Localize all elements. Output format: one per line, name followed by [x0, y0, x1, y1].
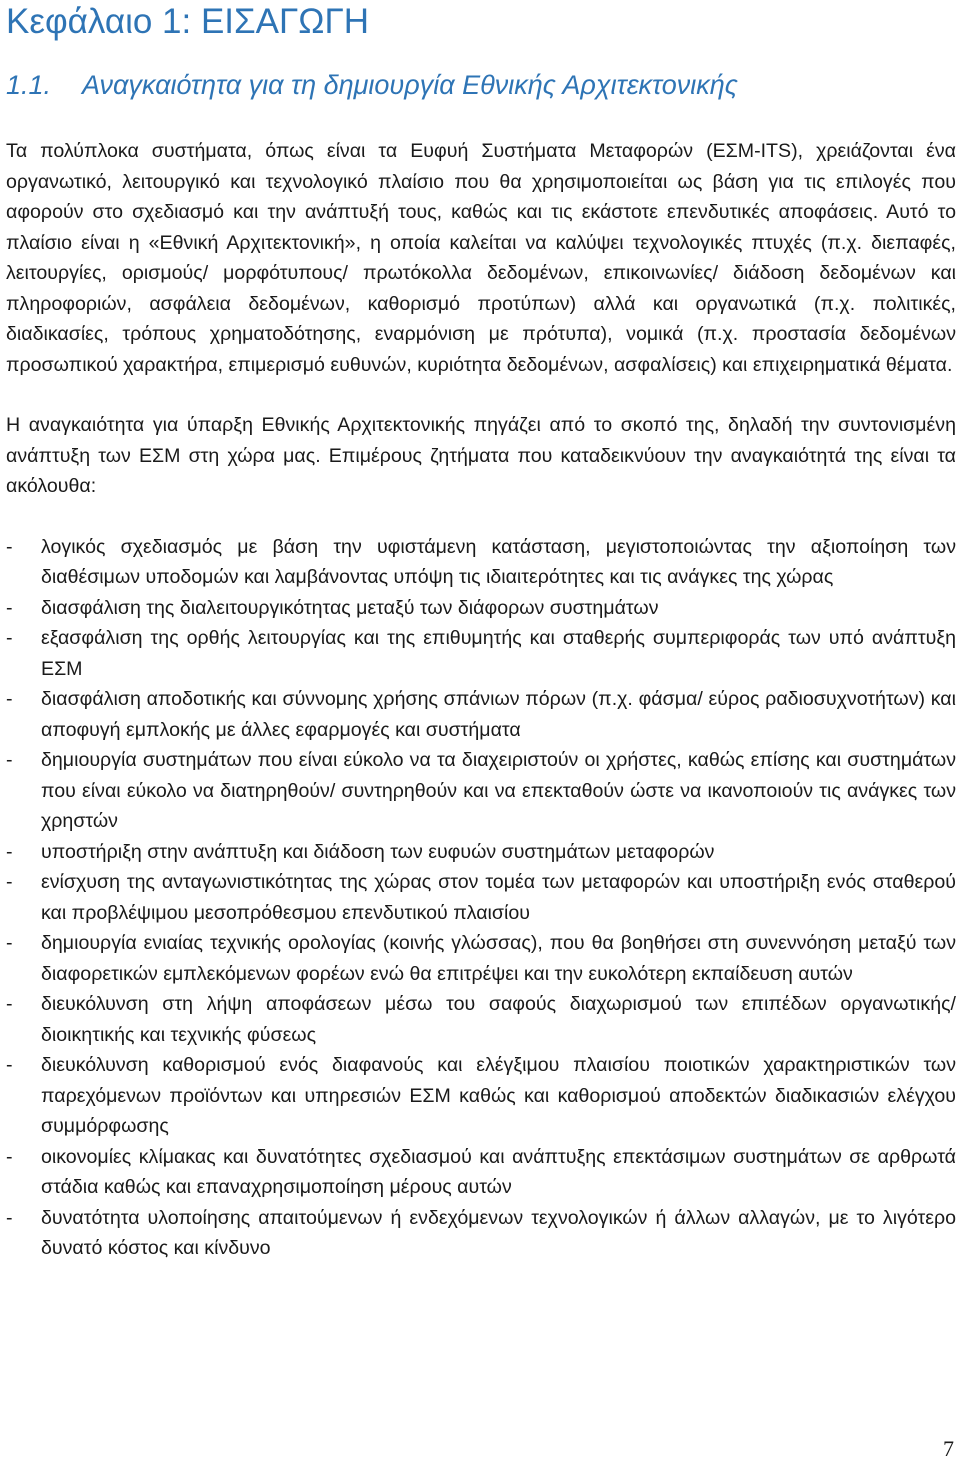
- bullet-marker: -: [6, 932, 13, 954]
- bullet-marker: -: [6, 1054, 13, 1076]
- intro-paragraph: Τα πολύπλοκα συστήματα, όπως είναι τα Ευφυή Συστήματα Μεταφορών (ΕΣΜ-ITS), χρειάζονται ένα οργανωτικό, λειτουργικό και τεχνολογικό πλαίσιο που θα χρησιμοποιείται ως βάση για τις επιλογές που αφορούν στο σχεδιασμό και την ανάπτυξή τους, καθώς και τις εκάστοτε επενδυτικές αποφάσεις. Αυτό το πλαίσιο είναι η «Εθνική Αρχιτεκτονική», η οποία καλείται να καλύψει τεχνολογικές πτυχές (π.χ. διεπαφές, λειτουργίες, ορισμούς/ μορφότυπους/ πρωτόκολλα δεδομένων, επικοινωνίες/ διάδοση δεδομένων και πληροφοριών, ασφάλεια δεδομένων, καθορισμό προτύπων) αλλά και οργανωτικά (π.χ. πολιτικές, διαδικασίες, τρόπους χρηματοδότησης, εναρμόνιση με πρότυπα), νομικά (π.χ. προστασία δεδομένων προσωπικού χαρακτήρα, επιμερισμό ευθυνών, κυριότητα δεδομένων, ασφαλίσεις) και επιχειρηματικά θέματα.: [6, 140, 956, 376]
- list-item-text: ενίσχυση της ανταγωνιστικότητας της χώρας στον τομέα των μεταφορών και υποστήριξη ενός σταθερού και προβλέψιμου μεσοπρόθεσμου επενδυτικού πλαισίου: [41, 871, 956, 924]
- list-item-text: οικονομίες κλίμακας και δυνατότητες σχεδιασμού και ανάπτυξης επεκτάσιμων συστημάτων σε αρθρωτά στάδια καθώς και επαναχρησιμοποίηση μέρους αυτών: [41, 1145, 956, 1198]
- section-heading: [6, 68, 738, 102]
- list-item: [6, 1203, 956, 1264]
- list-item-text: υποστήριξη στην ανάπτυξη και διάδοση των ευφυών συστημάτων μεταφορών: [41, 840, 715, 863]
- list-item-text: λογικός σχεδιασμός με βάση την υφιστάμενη κατάσταση, μεγιστοποιώντας την αξιοποίηση των διαθέσιμων υποδομών και λαμβάνοντας υπόψη τις ιδιαιτερότητες και τις ανάγκες της χώρας: [41, 535, 956, 588]
- necessity-paragraph: Η αναγκαιότητα για ύπαρξη Εθνικής Αρχιτεκτονικής πηγάζει από το σκοπό της, δηλαδή την συντονισμένη ανάπτυξη των ΕΣΜ στη χώρα μας. Επιμέρους ζητήματα που καταδεικνύουν την αναγκαιότητά της είναι τα ακόλουθα:: [6, 414, 956, 497]
- bullet-marker: -: [6, 840, 13, 863]
- bullet-marker: -: [6, 871, 13, 893]
- bullet-marker: -: [6, 535, 13, 558]
- bullet-marker: -: [6, 1206, 13, 1229]
- chapter-title: Κεφάλαιο 1: ΕΙΣΑΓΩΓΗ: [6, 2, 370, 41]
- list-item: [6, 989, 956, 1050]
- list-item-text: διευκόλυνση καθορισμού ενός διαφανούς και ελέγξιμου πλαισίου ποιοτικών χαρακτηριστικών των παρεχόμενων προϊόντων και υπηρεσιών ΕΣΜ καθώς και καθορισμού αποδεκτών διαδικασιών ελέγχου συμμόρφωσης: [41, 1054, 956, 1137]
- bullet-marker: -: [6, 749, 13, 771]
- necessity-list: [6, 532, 956, 1264]
- list-item: [6, 623, 956, 684]
- bullet-marker: -: [6, 688, 13, 710]
- list-item-text: διευκόλυνση στη λήψη αποφάσεων μέσω του σαφούς διαχωρισμού των επιπέδων οργανωτικής/ διοικητικής και τεχνικής φύσεως: [41, 993, 956, 1046]
- list-item: [6, 684, 956, 745]
- section-number: 1.1.: [6, 70, 52, 100]
- list-item-text: εξασφάλιση της ορθής λειτουργίας και της επιθυμητής και σταθερής συμπεριφοράς των υπό ανάπτυξη ΕΣΜ: [41, 627, 956, 680]
- list-item-text: διασφάλιση της διαλειτουργικότητας μεταξύ των διάφορων συστημάτων: [41, 596, 659, 619]
- list-item-text: δυνατότητα υλοποίησης απαιτούμενων ή ενδεχόμενων τεχνολογικών ή άλλων αλλαγών, με το λιγότερο δυνατό κόστος και κίνδυνο: [41, 1206, 956, 1259]
- list-item-text: διασφάλιση αποδοτικής και σύννομης χρήσης σπάνιων πόρων (π.χ. φάσμα/ εύρος ραδιοσυχνοτήτων) και αποφυγή εμπλοκής με άλλες εφαρμογές και συστήματα: [41, 688, 956, 741]
- page-number: 7: [943, 1436, 954, 1461]
- body-content: [6, 136, 956, 1264]
- list-item: [6, 1050, 956, 1142]
- list-item-text: δημιουργία ενιαίας τεχνικής ορολογίας (κοινής γλώσσας), που θα βοηθήσει στη συνεννόηση μεταξύ των διαφορετικών εμπλεκόμενων φορέων ενώ θα επιτρέψει και την ευκολότερη εκπαίδευση αυτών: [41, 932, 956, 985]
- bullet-marker: -: [6, 596, 13, 619]
- list-item: [6, 745, 956, 837]
- list-item: [6, 593, 956, 624]
- bullet-marker: -: [6, 627, 13, 649]
- list-item: [6, 867, 956, 928]
- list-item: [6, 532, 956, 593]
- bullet-marker: -: [6, 1145, 13, 1168]
- list-item: [6, 928, 956, 989]
- list-item: [6, 837, 956, 868]
- list-item: [6, 1142, 956, 1203]
- list-item-text: δημιουργία συστημάτων που είναι εύκολο να τα διαχειριστούν οι χρήστες, καθώς επίσης και συστημάτων που είναι εύκολο να διατηρηθούν/ συντηρηθούν και να επεκταθούν ώστε να ικανοποιούν τις ανάγκες των χρηστών: [41, 749, 956, 832]
- section-title: Αναγκαιότητα για τη δημιουργία Εθνικής Αρχιτεκτονικής: [82, 70, 738, 100]
- bullet-marker: -: [6, 993, 13, 1015]
